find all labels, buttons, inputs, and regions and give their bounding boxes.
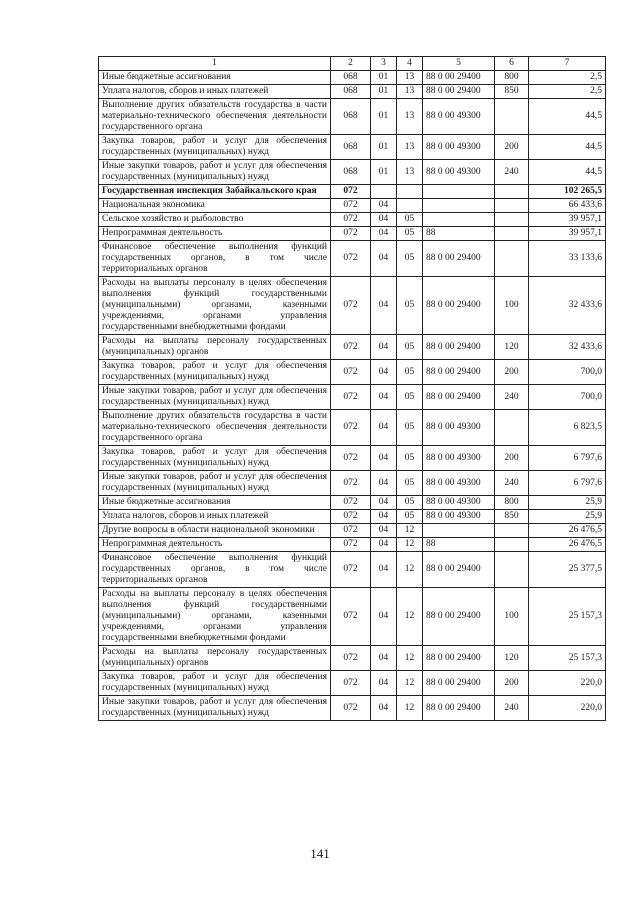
row-section-code: 04 xyxy=(371,646,397,671)
row-subsection-code: 12 xyxy=(397,588,423,646)
row-subsection-code: 05 xyxy=(397,277,423,335)
row-target-article: 88 0 00 49300 xyxy=(423,496,495,510)
row-expense-type: 240 xyxy=(495,471,529,496)
column-header: 7 xyxy=(529,57,606,71)
row-subsection-code: 12 xyxy=(397,646,423,671)
row-subsection-code: 05 xyxy=(397,510,423,524)
row-amount: 26 476,5 xyxy=(529,524,606,538)
row-name: Расходы на выплаты персоналу в целях обеспечения выполнения функций государственными (муниципальными) органами, казенными учреждениями, органами управления государственными внебюджетными фондами xyxy=(99,588,331,646)
table-row xyxy=(99,446,606,471)
table-row xyxy=(99,335,606,360)
row-subsection-code: 05 xyxy=(397,227,423,241)
row-amount: 33 133,6 xyxy=(529,241,606,277)
row-name: Закупка товаров, работ и услуг для обеспечения государственных (муниципальных) нужд xyxy=(99,671,331,696)
row-expense-type xyxy=(495,538,529,552)
row-expense-type xyxy=(495,99,529,135)
row-expense-type xyxy=(495,410,529,446)
row-target-article: 88 0 00 29400 xyxy=(423,277,495,335)
table-row xyxy=(99,277,606,335)
row-name: Выполнение других обязательств государства в части материально-технического обеспечения деятельности государственного органа xyxy=(99,99,331,135)
row-subsection-code: 05 xyxy=(397,471,423,496)
row-subsection-code: 13 xyxy=(397,160,423,185)
row-amount: 700,0 xyxy=(529,385,606,410)
row-amount: 6 823,5 xyxy=(529,410,606,446)
table-row xyxy=(99,160,606,185)
table-row xyxy=(99,99,606,135)
row-section-code: 01 xyxy=(371,135,397,160)
row-expense-type: 200 xyxy=(495,446,529,471)
row-amount: 32 433,6 xyxy=(529,335,606,360)
table-row xyxy=(99,471,606,496)
row-section-code: 04 xyxy=(371,410,397,446)
row-administrator-code: 072 xyxy=(331,471,371,496)
table-row xyxy=(99,671,606,696)
row-administrator-code: 068 xyxy=(331,71,371,85)
row-amount: 25,9 xyxy=(529,496,606,510)
table-row xyxy=(99,510,606,524)
table-row xyxy=(99,646,606,671)
row-name: Расходы на выплаты персоналу государственных (муниципальных) органов xyxy=(99,646,331,671)
row-expense-type: 240 xyxy=(495,696,529,721)
row-amount: 25 157,3 xyxy=(529,646,606,671)
row-administrator-code: 072 xyxy=(331,335,371,360)
row-name: Государственная инспекция Забайкальского края xyxy=(99,185,331,199)
row-subsection-code: 05 xyxy=(397,385,423,410)
row-expense-type: 100 xyxy=(495,277,529,335)
row-amount: 25,9 xyxy=(529,510,606,524)
row-section-code: 01 xyxy=(371,85,397,99)
row-administrator-code: 072 xyxy=(331,588,371,646)
row-expense-type: 200 xyxy=(495,360,529,385)
row-subsection-code: 05 xyxy=(397,410,423,446)
row-target-article: 88 0 00 49300 xyxy=(423,99,495,135)
row-amount: 102 265,5 xyxy=(529,185,606,199)
row-subsection-code: 13 xyxy=(397,99,423,135)
row-name: Уплата налогов, сборов и иных платежей xyxy=(99,85,331,99)
row-section-code: 01 xyxy=(371,99,397,135)
column-header: 3 xyxy=(371,57,397,71)
row-section-code: 04 xyxy=(371,227,397,241)
row-subsection-code: 05 xyxy=(397,360,423,385)
row-administrator-code: 072 xyxy=(331,496,371,510)
row-section-code: 04 xyxy=(371,671,397,696)
row-amount: 32 433,6 xyxy=(529,277,606,335)
table-row xyxy=(99,524,606,538)
row-amount: 44,5 xyxy=(529,135,606,160)
table-row xyxy=(99,696,606,721)
row-amount: 39 957,1 xyxy=(529,213,606,227)
row-target-article: 88 0 00 29400 xyxy=(423,696,495,721)
row-name: Иные закупки товаров, работ и услуг для обеспечения государственных (муниципальных) нужд xyxy=(99,696,331,721)
column-header: 2 xyxy=(331,57,371,71)
row-administrator-code: 072 xyxy=(331,410,371,446)
row-expense-type: 850 xyxy=(495,510,529,524)
row-subsection-code: 13 xyxy=(397,85,423,99)
row-section-code: 04 xyxy=(371,588,397,646)
table-row xyxy=(99,199,606,213)
row-target-article: 88 xyxy=(423,227,495,241)
row-expense-type: 120 xyxy=(495,335,529,360)
row-amount: 25 157,3 xyxy=(529,588,606,646)
row-administrator-code: 072 xyxy=(331,227,371,241)
row-amount: 2,5 xyxy=(529,71,606,85)
row-target-article xyxy=(423,213,495,227)
row-amount: 44,5 xyxy=(529,160,606,185)
column-header: 1 xyxy=(99,57,331,71)
row-target-article: 88 0 00 29400 xyxy=(423,385,495,410)
row-name: Расходы на выплаты персоналу государственных (муниципальных) органов xyxy=(99,335,331,360)
table-row xyxy=(99,538,606,552)
row-subsection-code: 05 xyxy=(397,496,423,510)
row-name: Сельское хозяйство и рыболовство xyxy=(99,213,331,227)
row-administrator-code: 072 xyxy=(331,213,371,227)
row-target-article: 88 0 00 29400 xyxy=(423,85,495,99)
row-expense-type xyxy=(495,552,529,588)
row-administrator-code: 072 xyxy=(331,241,371,277)
table-row xyxy=(99,135,606,160)
row-administrator-code: 072 xyxy=(331,671,371,696)
row-amount: 6 797,6 xyxy=(529,471,606,496)
row-amount: 39 957,1 xyxy=(529,227,606,241)
row-name: Закупка товаров, работ и услуг для обеспечения государственных (муниципальных) нужд xyxy=(99,135,331,160)
row-amount: 2,5 xyxy=(529,85,606,99)
row-amount: 220,0 xyxy=(529,671,606,696)
table-row xyxy=(99,185,606,199)
budget-table xyxy=(98,56,606,721)
row-section-code xyxy=(371,185,397,199)
row-section-code: 01 xyxy=(371,71,397,85)
row-administrator-code: 072 xyxy=(331,538,371,552)
row-amount: 6 797,6 xyxy=(529,446,606,471)
row-name: Уплата налогов, сборов и иных платежей xyxy=(99,510,331,524)
row-name: Иные закупки товаров, работ и услуг для обеспечения государственных (муниципальных) нужд xyxy=(99,160,331,185)
table-body xyxy=(99,71,606,721)
row-target-article: 88 0 00 49300 xyxy=(423,446,495,471)
row-name: Выполнение других обязательств государства в части материально-технического обеспечения деятельности государственного органа xyxy=(99,410,331,446)
row-target-article: 88 0 00 29400 xyxy=(423,588,495,646)
row-target-article: 88 0 00 49300 xyxy=(423,160,495,185)
column-header: 5 xyxy=(423,57,495,71)
row-expense-type xyxy=(495,227,529,241)
row-name: Закупка товаров, работ и услуг для обеспечения государственных (муниципальных) нужд xyxy=(99,446,331,471)
row-target-article: 88 0 00 49300 xyxy=(423,135,495,160)
row-subsection-code: 05 xyxy=(397,446,423,471)
row-amount: 700,0 xyxy=(529,360,606,385)
row-expense-type: 200 xyxy=(495,135,529,160)
row-subsection-code: 05 xyxy=(397,335,423,360)
row-subsection-code: 12 xyxy=(397,671,423,696)
row-section-code: 04 xyxy=(371,696,397,721)
row-subsection-code: 05 xyxy=(397,213,423,227)
row-expense-type: 200 xyxy=(495,671,529,696)
table-row xyxy=(99,85,606,99)
page-number: 141 xyxy=(310,846,330,861)
row-administrator-code: 072 xyxy=(331,646,371,671)
row-amount: 26 476,5 xyxy=(529,538,606,552)
table-row xyxy=(99,552,606,588)
row-name: Иные бюджетные ассигнования xyxy=(99,71,331,85)
row-administrator-code: 072 xyxy=(331,385,371,410)
row-section-code: 04 xyxy=(371,471,397,496)
table-row xyxy=(99,71,606,85)
table-row xyxy=(99,213,606,227)
row-name: Национальная экономика xyxy=(99,199,331,213)
row-name: Иные закупки товаров, работ и услуг для обеспечения государственных (муниципальных) нужд xyxy=(99,385,331,410)
row-expense-type xyxy=(495,199,529,213)
row-target-article xyxy=(423,524,495,538)
table-row xyxy=(99,360,606,385)
row-administrator-code: 072 xyxy=(331,199,371,213)
row-section-code: 04 xyxy=(371,241,397,277)
column-header: 4 xyxy=(397,57,423,71)
row-expense-type xyxy=(495,213,529,227)
row-administrator-code: 068 xyxy=(331,99,371,135)
row-amount: 220,0 xyxy=(529,696,606,721)
row-section-code: 04 xyxy=(371,199,397,213)
row-target-article: 88 0 00 29400 xyxy=(423,671,495,696)
row-expense-type: 240 xyxy=(495,160,529,185)
row-expense-type xyxy=(495,524,529,538)
row-expense-type: 120 xyxy=(495,646,529,671)
row-target-article: 88 0 00 49300 xyxy=(423,410,495,446)
row-section-code: 04 xyxy=(371,538,397,552)
row-name: Другие вопросы в области национальной экономики xyxy=(99,524,331,538)
row-target-article xyxy=(423,199,495,213)
row-administrator-code: 068 xyxy=(331,85,371,99)
row-subsection-code: 12 xyxy=(397,696,423,721)
row-section-code: 04 xyxy=(371,360,397,385)
row-section-code: 04 xyxy=(371,496,397,510)
table-row xyxy=(99,241,606,277)
row-target-article: 88 0 00 29400 xyxy=(423,360,495,385)
row-expense-type xyxy=(495,241,529,277)
row-target-article: 88 0 00 49300 xyxy=(423,510,495,524)
column-header: 6 xyxy=(495,57,529,71)
row-target-article: 88 0 00 29400 xyxy=(423,646,495,671)
row-name: Финансовое обеспечение выполнения функций государственных органов, в том числе территориальных органов xyxy=(99,241,331,277)
row-expense-type: 850 xyxy=(495,85,529,99)
row-section-code: 01 xyxy=(371,160,397,185)
row-name: Непрограммная деятельность xyxy=(99,227,331,241)
row-section-code: 04 xyxy=(371,552,397,588)
row-target-article: 88 0 00 49300 xyxy=(423,471,495,496)
row-administrator-code: 072 xyxy=(331,446,371,471)
row-target-article: 88 xyxy=(423,538,495,552)
table-header-row xyxy=(99,57,606,71)
row-section-code: 04 xyxy=(371,335,397,360)
row-subsection-code: 12 xyxy=(397,524,423,538)
row-subsection-code xyxy=(397,185,423,199)
row-subsection-code: 12 xyxy=(397,552,423,588)
row-administrator-code: 072 xyxy=(331,552,371,588)
row-target-article: 88 0 00 29400 xyxy=(423,552,495,588)
row-expense-type: 800 xyxy=(495,71,529,85)
row-administrator-code: 072 xyxy=(331,277,371,335)
row-target-article xyxy=(423,185,495,199)
table-row xyxy=(99,410,606,446)
row-subsection-code: 13 xyxy=(397,71,423,85)
row-name: Расходы на выплаты персоналу в целях обеспечения выполнения функций государственными (муниципальными) органами, казенными учреждениями, органами управления государственными внебюджетными фондами xyxy=(99,277,331,335)
row-subsection-code: 13 xyxy=(397,135,423,160)
row-name: Иные закупки товаров, работ и услуг для обеспечения государственных (муниципальных) нужд xyxy=(99,471,331,496)
row-administrator-code: 072 xyxy=(331,524,371,538)
row-administrator-code: 068 xyxy=(331,160,371,185)
row-expense-type: 100 xyxy=(495,588,529,646)
row-name: Финансовое обеспечение выполнения функций государственных органов, в том числе территориальных органов xyxy=(99,552,331,588)
row-amount: 44,5 xyxy=(529,99,606,135)
row-expense-type xyxy=(495,185,529,199)
row-administrator-code: 072 xyxy=(331,360,371,385)
row-expense-type: 240 xyxy=(495,385,529,410)
row-expense-type: 800 xyxy=(495,496,529,510)
row-section-code: 04 xyxy=(371,446,397,471)
row-administrator-code: 072 xyxy=(331,696,371,721)
row-subsection-code: 12 xyxy=(397,538,423,552)
row-section-code: 04 xyxy=(371,277,397,335)
row-section-code: 04 xyxy=(371,385,397,410)
row-subsection-code: 05 xyxy=(397,241,423,277)
row-name: Непрограммная деятельность xyxy=(99,538,331,552)
row-name: Закупка товаров, работ и услуг для обеспечения государственных (муниципальных) нужд xyxy=(99,360,331,385)
row-amount: 66 433,6 xyxy=(529,199,606,213)
row-amount: 25 377,5 xyxy=(529,552,606,588)
table-row xyxy=(99,227,606,241)
row-administrator-code: 072 xyxy=(331,185,371,199)
table-row xyxy=(99,496,606,510)
row-target-article: 88 0 00 29400 xyxy=(423,241,495,277)
row-target-article: 88 0 00 29400 xyxy=(423,335,495,360)
row-section-code: 04 xyxy=(371,524,397,538)
row-subsection-code xyxy=(397,199,423,213)
table-row xyxy=(99,385,606,410)
table-row xyxy=(99,588,606,646)
row-administrator-code: 068 xyxy=(331,135,371,160)
row-section-code: 04 xyxy=(371,213,397,227)
row-name: Иные бюджетные ассигнования xyxy=(99,496,331,510)
row-target-article: 88 0 00 29400 xyxy=(423,71,495,85)
row-administrator-code: 072 xyxy=(331,510,371,524)
row-section-code: 04 xyxy=(371,510,397,524)
